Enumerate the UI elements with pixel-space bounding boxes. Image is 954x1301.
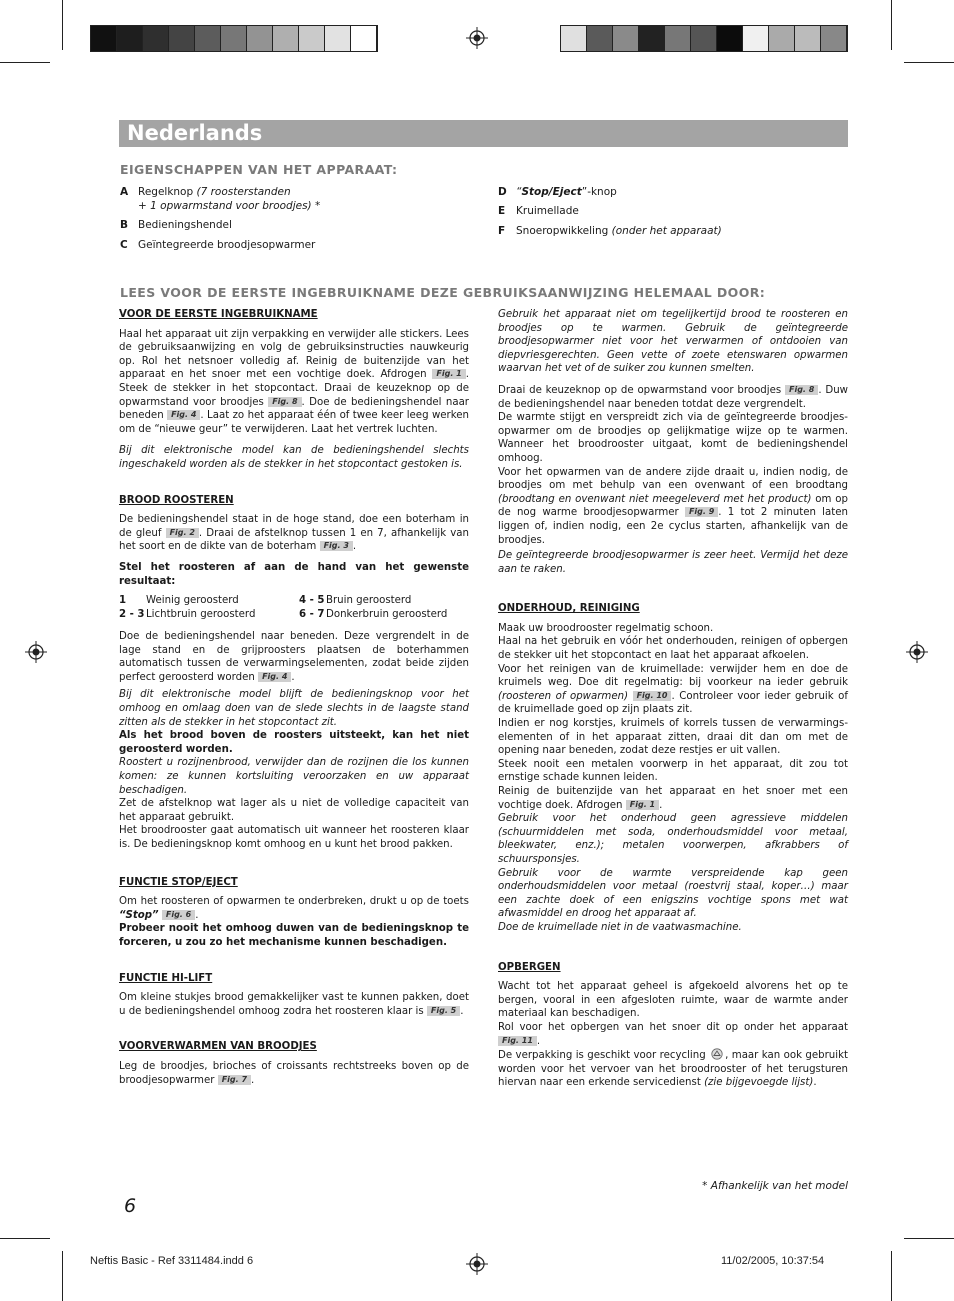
color-swatch <box>325 26 351 51</box>
crop-mark <box>891 1251 892 1301</box>
color-bar-right <box>560 25 848 52</box>
section-title: VOORVERWARMEN VAN BROODJES <box>119 1041 317 1053</box>
figure-ref: Fig. 2 <box>166 528 199 538</box>
paragraph: Reinig de buitenzijde van het apparaat en het snoer met een vochtige doek. Afdrogen Fig. 1 . <box>498 786 848 811</box>
feature-item-note: + 1 opwarmstand voor broodjes) * <box>138 200 321 212</box>
right-column <box>498 308 848 1090</box>
registration-mark-icon <box>466 27 488 49</box>
paragraph: Als het brood boven de roosters uitsteekt, kan het niet geroosterd worden. <box>119 730 469 755</box>
figure-ref: Fig. 11 <box>498 1036 537 1046</box>
paragraph: Bij dit elektronische model kan de bedieningshendel slechts ingeschakeld worden als de stekker in het stopcontact gestoken is. <box>119 445 469 470</box>
figure-ref: Fig. 6 <box>162 910 195 920</box>
registration-mark-icon <box>466 1253 488 1275</box>
paragraph: Om kleine stukjes brood gemakkelijker vast te kunnen pakken, doet u de bedieningshendel omhoog zodra het roosteren klaar is Fig. 5 . <box>119 992 469 1017</box>
crop-mark <box>891 0 892 50</box>
paragraph: De verpakking is geschikt voor recycling , maar kan ook gebruikt worden voor het vervoer van het broodrooster of het terugsturen hiervan naar een erkende servicedienst (zie bijgevoegde lijst). <box>498 1050 848 1089</box>
features-heading: EIGENSCHAPPEN VAN HET APPARAAT: <box>120 162 398 177</box>
section-title: FUNCTIE STOP/EJECT <box>119 876 238 888</box>
figure-ref: Fig. 7 <box>218 1075 251 1085</box>
figure-ref: Fig. 1 <box>626 800 659 810</box>
figure-ref: Fig. 4 <box>167 410 200 420</box>
color-swatch <box>587 26 613 51</box>
color-swatch <box>273 26 299 51</box>
paragraph: Stel het roosteren af aan de hand van het gewenste resultaat: <box>119 561 469 587</box>
section-title: OPBERGEN <box>498 961 561 973</box>
paragraph: Roostert u rozijnenbrood, verwijder dan de rozijnen die los kunnen komen: ze kunnen kortsluiting veroorzaken en uw apparaat beschadigen. <box>119 757 469 796</box>
paragraph: De bedieningshendel staat in de hoge stand, doe een boterham in de gleuf Fig. 2 . Draai de afstelknop tussen 1 en 7, afhankelijk van het soort en de dikte van de boterham Fig. 3 . <box>119 514 469 553</box>
registration-mark-icon <box>906 641 928 663</box>
color-swatch <box>639 26 665 51</box>
paragraph: Probeer nooit het omhoog duwen van de bedieningsknop te forceren, u zou zo het mechanisme kunnen beschadigen. <box>119 923 469 948</box>
language-title-bar <box>119 120 848 147</box>
paragraph: Draai de keuzeknop op de opwarmstand voor broodjes Fig. 8 . Duw de bedieningshendel naar beneden totdat deze vergrendelt. <box>498 384 848 410</box>
footnote: * Afhankelijk van het model <box>702 1180 848 1192</box>
color-swatch <box>247 26 273 51</box>
figure-ref: Fig. 8 <box>268 397 301 407</box>
crop-mark <box>904 62 954 63</box>
paragraph: Voor het opwarmen van de andere zijde draait u, indien nodig, de broodjes om met behulp van een ovenwant of een broodtang (broodtang en ovenwant niet meegeleverd met het product) om op de nog warme broodjesopwarmer Fig. 9 . 1 tot 2 minuten laten liggen of, indien nodig, een 2e cyclus starten, afhankelijk van de broodjes. <box>498 466 848 546</box>
registration-mark-icon <box>25 641 47 663</box>
paragraph: Maak uw broodrooster regelmatig schoon. <box>498 622 714 634</box>
paragraph: Om het roosteren of opwarmen te onderbreken, drukt u op de toets “Stop” Fig. 6 . <box>119 896 469 921</box>
paragraph: De warmte stijgt en verspreidt zich via de geïntegreerde broodjes-opwarmer om de broodjes op gelijkmatige wijze op te warmen. Wanneer het broodrooster uitgaat, komt de bedieningshendel omhoog. <box>498 412 848 464</box>
paragraph: Leg de broodjes, brioches of croissants rechtstreeks boven op de broodjesopwarmer Fig. 7 . <box>119 1060 469 1086</box>
paragraph: Rol voor het opbergen van het snoer dit op onder het apparaat Fig. 11 . <box>498 1021 848 1047</box>
paragraph: De geïntegreerde broodjesopwarmer is zeer heet. Vermijd het deze aan te raken. <box>498 550 848 575</box>
feature-item: F Snoeropwikkeling (onder het apparaat) <box>498 225 722 237</box>
crop-mark <box>0 1238 50 1239</box>
figure-ref: Fig. 5 <box>427 1006 460 1016</box>
feature-item: A Regelknop (7 roosterstanden <box>120 186 291 198</box>
figure-ref: Fig. 4 <box>258 672 291 682</box>
color-swatch <box>691 26 717 51</box>
figure-ref: Fig. 9 <box>685 507 718 517</box>
feature-item: C Geïntegreerde broodjesopwarmer <box>120 239 316 251</box>
color-swatch <box>561 26 587 51</box>
paragraph: Doe de bedieningshendel naar beneden. Deze vergrendelt in de lage stand en de grijproosters plaatsen de boterhammen automatisch tussen de verwarmingselementen, zodat beide zijden perfect geroosterd worden Fig. 4 . <box>119 631 469 683</box>
color-swatch <box>91 26 117 51</box>
crop-mark <box>62 0 63 50</box>
section-title: BROOD ROOSTEREN <box>119 494 234 506</box>
paragraph: Wacht tot het apparaat geheel is afgekoeld alvorens het op te bergen, vooral in een afgesloten ruimte, waar de warmte ander materiaal kan beschadigen. <box>498 981 848 1020</box>
color-bar-left <box>90 25 378 52</box>
paragraph: Indien er nog korstjes, kruimels of korrels tussen de verwarmings-elementen of in het apparaat zitten, draai dit dan om met de opening naar beneden, zodat deze restjes er uit vallen. <box>498 718 848 757</box>
paragraph: Voor het reinigen van de kruimellade: verwijder hem en doe de kruimels weg. Doe dit regelmatig: bij voorkeur na ieder gebruik (roosteren of opwarmen) Fig. 10 . Controleer voor ieder gebruik of de kruimellade goed op zijn plaats zit. <box>498 663 848 716</box>
figure-ref: Fig. 3 <box>320 541 353 551</box>
color-swatch <box>795 26 821 51</box>
page-title: Nederlands <box>127 121 263 145</box>
print-slug-file: Neftis Basic - Ref 3311484.indd 6 <box>90 1255 254 1267</box>
section-title: VOOR DE EERSTE INGEBRUIKNAME <box>119 309 318 320</box>
figure-ref: Fig. 10 <box>633 691 672 701</box>
section-title: FUNCTIE HI-LIFT <box>119 972 213 984</box>
feature-item: E Kruimellade <box>498 205 579 217</box>
color-swatch <box>769 26 795 51</box>
section-title: ONDERHOUD, REINIGING <box>498 603 640 615</box>
paragraph: Gebruik het apparaat niet om tegelijkertijd brood te roosteren en broodjes op te warmen. Gebruik de geïntegreerde broodjesopwarmer niet voor het verwarmen of ontdooien van diepvriesgerechten. Geen vette of zoete etenswaren opwarmen waarvan het vet of de suiker zou kunnen smelten. <box>498 309 848 375</box>
color-swatch <box>221 26 247 51</box>
color-swatch <box>821 26 847 51</box>
crop-mark <box>0 62 50 63</box>
color-swatch <box>743 26 769 51</box>
color-swatch <box>351 26 377 51</box>
print-slug-date: 11/02/2005, 10:37:54 <box>721 1255 825 1267</box>
color-swatch <box>117 26 143 51</box>
color-swatch <box>665 26 691 51</box>
paragraph: Haal na het gebruik en vóór het onderhouden, reinigen of opbergen de stekker uit het stopcontact en laat het apparaat afkoelen. <box>498 636 848 662</box>
paragraph: Haal het apparaat uit zijn verpakking en verwijder alle stickers. Lees de gebruiksaanwijzing en volg de gebruiksinstructies nauwkeurig op. Rol het netsnoer volledig af. Reinig de buitenzijde van het apparaat en het snoer met een vochtige doek. Afdrogen Fig. 1 . Steek de stekker in het stopcontact. Draai de keuzeknop op de opwarmstand voor broodjes Fig. 8 . Doe de bedieningshendel naar beneden Fig. 4 . Laat zo het apparaat één of twee keer leeg werken om de “nieuwe geur” te verwijderen. Laat het vertrek luchten. <box>119 328 469 435</box>
color-swatch <box>717 26 743 51</box>
figure-ref: Fig. 1 <box>432 369 465 379</box>
crop-mark <box>62 1251 63 1301</box>
color-swatch <box>143 26 169 51</box>
color-swatch <box>299 26 325 51</box>
paragraph: Gebruik voor de warmte verspreidende kap geen onderhoudsmiddelen voor metaal (roestvrij staal, koper…) maar een zachte doek of een enigszins vochtige spons met wat afwasmiddel en droog het apparaat af. <box>498 867 848 920</box>
color-swatch <box>613 26 639 51</box>
paragraph: Bij dit elektronische model blijft de bedieningsknop voor het omhoog en omlaag doen van de slede slechts in de laagste stand zitten als de stekker in het stopcontact zit. <box>119 689 469 728</box>
color-swatch <box>195 26 221 51</box>
read-manual-heading: LEES VOOR DE EERSTE INGEBRUIKNAME DEZE GEBRUIKSAANWIJZING HELEMAAL DOOR: <box>120 285 766 300</box>
page-number: 6 <box>124 1195 137 1217</box>
paragraph: Het broodrooster gaat automatisch uit wanneer het roosteren klaar is. De bedieningsknop komt omhoog en u kunt het brood pakken. <box>119 825 469 850</box>
paragraph: Steek nooit een metalen voorwerp in het apparaat, dit zou tot ernstige schade kunnen leiden. <box>498 758 848 784</box>
toast-level-table: 1 Weinig geroosterd 4 - 5 Bruin geroosterd 2 - 3 Lichtbruin geroosterd 6 - 7 Donkerbruin geroosterd <box>119 595 448 621</box>
paragraph: Gebruik voor het onderhoud geen agressieve middelen (schuurmiddelen met soda, onderhoudsmiddel voor metaal, bleekwater, enz.); metalen voorwerpen, afkrabbers of schuursponsjes. <box>498 813 848 865</box>
figure-ref: Fig. 8 <box>785 385 818 395</box>
recycling-icon <box>709 1048 725 1060</box>
feature-item: D “Stop/Eject”-knop <box>498 186 617 198</box>
feature-item: B Bedieningshendel <box>120 219 232 231</box>
left-column <box>119 308 469 1091</box>
crop-mark <box>904 1238 954 1239</box>
paragraph: Zet de afstelknop wat lager als u niet de volledige capaciteit van het apparaat gebruikt. <box>119 798 469 823</box>
paragraph: Doe de kruimellade niet in de vaatwasmachine. <box>498 921 742 933</box>
color-swatch <box>169 26 195 51</box>
